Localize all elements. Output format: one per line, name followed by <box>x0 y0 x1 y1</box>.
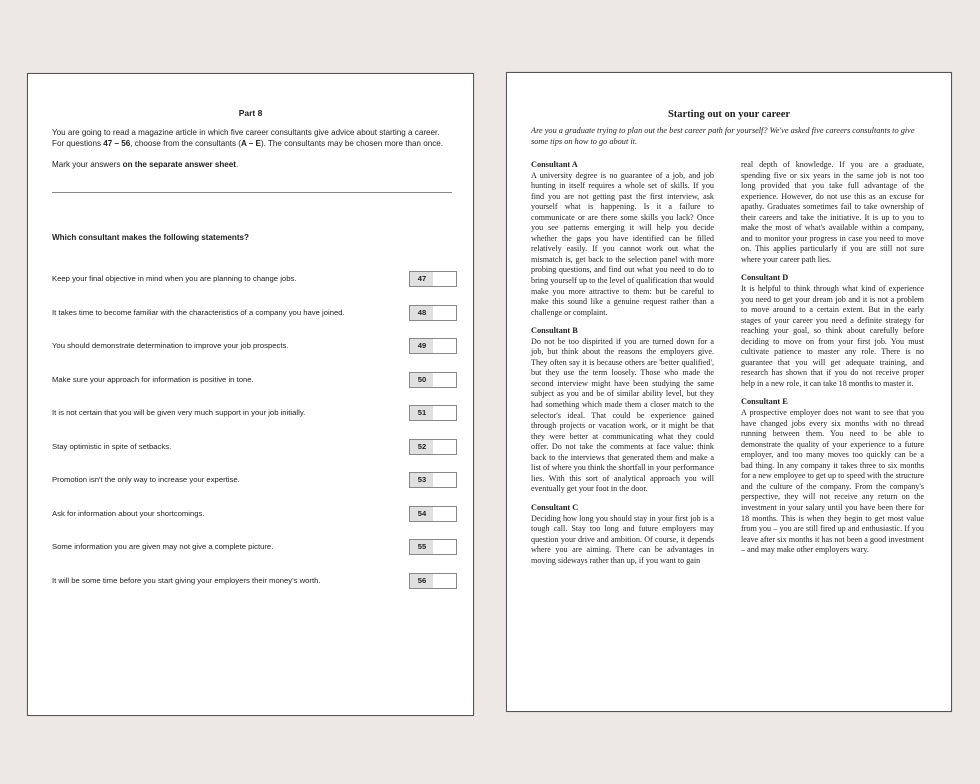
article-title: Starting out on your career <box>667 109 791 120</box>
answer-box[interactable] <box>433 405 457 421</box>
question-text: Ask for information about your shortcomings. <box>52 508 205 518</box>
answer-box[interactable] <box>433 573 457 589</box>
part-heading: Part 8 <box>238 108 263 118</box>
question-number: 47 <box>409 271 435 287</box>
question-heading: Which consultant makes the following statements? <box>52 233 249 242</box>
question-text: It is not certain that you will be given very much support in your job initially. <box>52 408 306 417</box>
question-row <box>52 506 457 522</box>
instructions-text: , choose from the consultants ( <box>130 139 241 148</box>
answer-box[interactable] <box>433 372 457 388</box>
answer-box[interactable] <box>433 338 457 354</box>
consultant-heading: Consultant D <box>741 273 789 283</box>
consultant-letters: A – E <box>240 139 261 148</box>
consultant-b <box>531 326 714 495</box>
consultant-text: real depth of knowledge. If you are a graduate, spending five or six years in the same job is not too long provided that you take full advantage of the experience. However, do not use this as an excuse for apathy. Graduates sometimes fail to take ownership of their careers and take the initiative. It is up to you to make the most of what's available within a company, and to monitor your progress in case you need to move on. This applies particularly if you are still not sure where your career path lies. <box>741 160 924 264</box>
consultant-a <box>531 160 714 318</box>
question-text: Keep your final objective in mind when you are planning to change jobs. <box>52 274 297 283</box>
article-intro: Are you a graduate trying to plan out the best career path for yourself? We've asked five careers consultants to give some tips on how to go about it. <box>531 126 915 146</box>
answer-box[interactable] <box>433 539 457 555</box>
question-number: 56 <box>409 573 435 589</box>
question-row <box>52 472 457 488</box>
question-row <box>52 305 457 321</box>
consultant-text: Deciding how long you should stay in your first job is a tough call. Stay too long and future employers may question your drive and ambition. Of course, it depends where you are aiming. There can be advantages in moving sideways rather than up, if you want to gain <box>531 513 714 565</box>
question-text: Promotion isn't the only way to increase your expertise. <box>52 475 240 484</box>
article-column-2 <box>741 160 924 564</box>
consultant-text: Do not be too dispirited if you are turned down for a job, but think about the reasons the employers give. They often say it is because others are 'better qualified', but they use the term loosely. Those who made the second interview might have been studying the same subject as you and be of similar ability level, but they had something which made them a closer match to the selector's ideal. That could be experience gained through projects or vacation work, or it might be that they were better at communicating what they could offer. Do not take the comments at face value: think back to the interviews that generated them and make a list of where you think the shortfall in your performance lies. With this sort of analytical approach you will eventually get your foot in the door. <box>531 336 714 494</box>
question-number: 48 <box>409 305 435 321</box>
question-page <box>27 73 474 716</box>
question-row <box>52 271 457 287</box>
question-number: 50 <box>409 372 435 388</box>
question-number: 54 <box>409 506 435 522</box>
question-range: 47 – 56 <box>103 139 131 148</box>
instructions-text: ). The consultants may be chosen more than once. <box>260 139 443 148</box>
consultant-heading: Consultant A <box>531 160 578 169</box>
question-row <box>52 372 457 388</box>
consultant-text: A prospective employer does not want to see that you have changed jobs every six months with no thread running between them. You need to be able to demonstrate the quality of your experience to a future employer, and too many moves too quickly can be a bad thing. In any company it takes three to six months for a new employee to get up to speed with the structure and the culture of the company. From the company's perspective, they will not receive any return on the investment in your salary until you have been there for 18 months. This is when they begin to get most value from you – you are still fired up and enthusiastic. If you leave after six months it has not been a good investment – and may make other employers wary. <box>741 408 924 555</box>
consultant-d <box>741 273 924 389</box>
question-text: It will be some time before you start giving your employers their money's worth. <box>52 575 321 585</box>
instructions-text: You are going to read a magazine article in which five career consultants give advice about starting a career. For questions <box>52 128 440 148</box>
question-row <box>52 338 457 354</box>
mark-text: Mark your answers <box>52 160 123 169</box>
question-number: 53 <box>409 472 435 488</box>
answer-box[interactable] <box>433 271 457 287</box>
mark-instructions <box>52 159 452 170</box>
question-row <box>52 439 457 455</box>
answer-box[interactable] <box>433 439 457 455</box>
consultant-c <box>531 503 714 566</box>
question-number: 52 <box>409 439 435 455</box>
mark-text: . <box>235 160 239 169</box>
answer-box[interactable] <box>433 472 457 488</box>
question-text: You should demonstrate determination to improve your job prospects. <box>52 341 289 350</box>
question-number: 55 <box>409 539 435 555</box>
question-text: It takes time to become familiar with the characteristics of a company you have joined. <box>52 307 345 317</box>
consultant-heading: Consultant B <box>531 326 578 336</box>
question-text: Make sure your approach for information is positive in tone. <box>52 374 254 384</box>
question-text: Some information you are given may not give a complete picture. <box>52 542 274 551</box>
consultant-text: It is helpful to think through what kind of experience you need to get your dream job and it is not a problem to move around to a certain extent. But in the early stages of your career you need a definite strategy for reaching your goal, so think about carefully before deciding to move on from your first job. You must cultivate patience to master any role. There is no guarantee that you will get adequate training, and research has shown that if you do not receive proper help in a new role, it can take 18 months to master it. <box>741 284 924 388</box>
mark-bold-text: on the separate answer sheet <box>122 160 236 169</box>
consultant-text: A university degree is no guarantee of a job, and job hunting in itself requires a whole set of skills. If you find you are not getting past the first interview, ask yourself what is happening. Is it a failure to communicate or are there some skills you lack? Once you see patterns emerging it will help you decide whether the gaps you have identified can be filled relatively easily. If you cannot work out what the mismatch is, get back to the selection panel with more probing questions, and find out what you need to do to bring yourself up to the level of qualification that would make you more attractive to them: but be careful to make this sound like a genuine request rather than a challenge or complaint. <box>531 170 714 317</box>
consultant-heading: Consultant E <box>741 397 788 407</box>
answer-box[interactable] <box>433 305 457 321</box>
question-row <box>52 539 457 555</box>
consultant-e <box>741 397 924 555</box>
divider <box>52 192 452 193</box>
article-page <box>506 72 952 712</box>
article-column-1 <box>531 160 714 574</box>
question-row <box>52 573 457 589</box>
consultant-c-continued <box>741 160 924 265</box>
instructions-paragraph <box>52 127 452 149</box>
question-number: 49 <box>409 338 435 354</box>
question-row <box>52 405 457 421</box>
question-text: Stay optimistic in spite of setbacks. <box>52 441 172 451</box>
instructions <box>52 127 452 180</box>
consultant-heading: Consultant C <box>531 502 579 512</box>
answer-box[interactable] <box>433 506 457 522</box>
question-number: 51 <box>409 405 435 421</box>
